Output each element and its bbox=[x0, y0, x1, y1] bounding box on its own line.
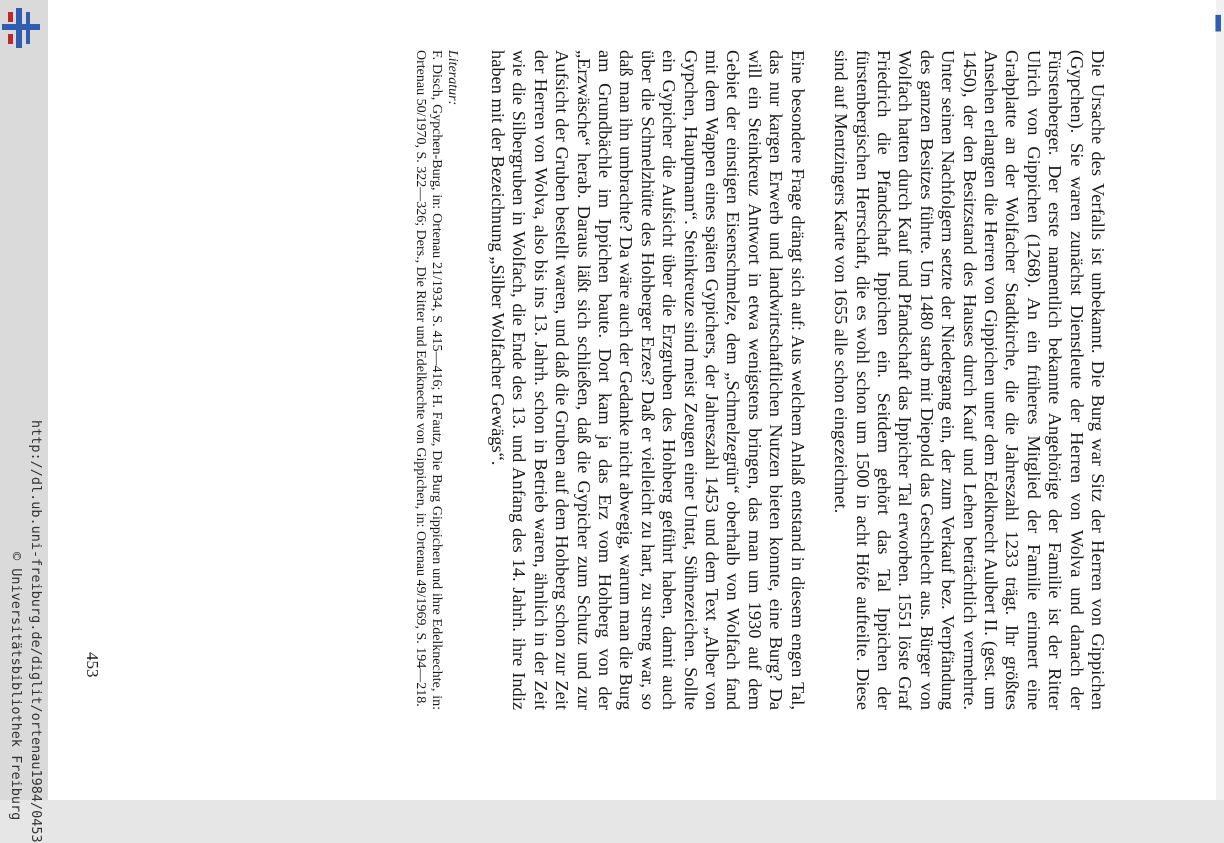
literature-references: F. Disch, Gypchen-Burg, in: Ortenau 21/1934, S. 415—416; H. Fautz, Die Burg Gippichen und ihre Edelknechte, in: Ortenau 50/1970, S. 322—326; Ders., Die Ritter und Edelknechte von Gippichen, in: Ortenau 49/1969, S. 194—218. bbox=[412, 50, 444, 710]
page-edge bbox=[1216, 0, 1224, 800]
literature-heading: Literatur: bbox=[444, 50, 460, 106]
source-url[interactable]: http://dl.ub.uni-freiburg.de/diglit/ortenau1984/0453 bbox=[28, 420, 44, 843]
viewer-left-strip bbox=[0, 0, 48, 843]
page-number: 453 bbox=[83, 652, 102, 678]
paragraph-2: Eine besondere Frage drängt sich auf: Aus welchem Anlaß entstand in diesem engen Tal, das nur kargen Erwerb und landwirtschaftlichen Nutzen bieten konnte, eine Burg? Da will ein Steinkreuz Antwort in etwa wenigstens bringen, das man um 1930 auf dem Gebiet der einstigen Eisenschmelze, dem „Schmelzegrün“ oberhalb von Wolfach fand mit dem Wappen eines späten Gypichers, der Jahreszahl 1453 und dem Text „Alber von Gypchen, Hauptmann“. Steinkreuze sind meist Zeugen einer Untat, Sühnezeichen. Sollte ein Gypicher die Aufsicht über die Erzgruben des Hohberg geführt haben, damit auch über die Schmelzhütte des Hohberger Erzes? Daß er vielleicht zu hart, zu streng war, so daß man ihn umbrachte? Da wäre auch der Gedanke nicht abwegig, warum man die Burg am Grundbächle im Ippichen baute. Dort kam ja das Erz vom Hohberg von der „Erzwäsche“ herab. Daraus läßt sich schließen, daß die Gypicher zum Schutz und zur Aufsicht der Gruben bestellt waren, und daß die Gruben auf dem Hohberg schon zur Zeit der Herren von Wolva, also bis ins 13. Jahrh. schon in Betrieb waren, ähnlich in der Zeit wie die Silbergruben in Wolfach, die Ende des 13. und Anfang des 14. Jahrh. ihre Indiz haben mit der Bezeichnung „Silber Wolfacher Gewägs“. bbox=[488, 50, 808, 710]
corner-marker-icon: ▐ bbox=[1210, 16, 1221, 32]
copyright-notice: © Universitätsbibliothek Freiburg bbox=[8, 552, 24, 821]
source-note bbox=[4, 420, 48, 843]
library-logo-icon bbox=[2, 8, 40, 48]
paragraph-1: Die Ursache des Verfalls ist unbekannt. Die Burg war Sitz der Herren von Gippichen (Gypchen). Sie waren zunächst Dienstleute der Herren von Wolva und danach der Fürstenberger. Der erste namentlich bekannte Angehörige der Familie ist der Ritter Ulrich von Gippichen (1268). An ein früheres Mitglied der Familie erinnert eine Grabplatte an der Wolfacher Stadtkirche, die die Jahreszahl 1233 trägt. Ihr größtes Ansehen erlangten die Herren von Gippichen unter dem Edelknecht Aulbert II. (gest. um 1450), der den Besitzstand des Hauses durch Kauf und Lehen beträchtlich vermehrte. Unter seinen Nachfolgern setzte der Niedergang ein, der zum Verkauf bez. Verpfändung des ganzen Besitzes führte. Um 1480 starb mit Diepold das Geschlecht aus. Bürger von Wolfach hatten durch Kauf und Pfandschaft das Ippicher Tal erworben. 1551 löste Graf Friedrich die Pfandschaft Ippichen ein. Seitdem gehört das Tal Ippichen der fürstenbergischen Herrschaft, die es wohl schon um 1500 in acht Höfe aufteilte. Diese sind auf Mentzingers Karte von 1655 alle schon eingezeichnet. bbox=[831, 50, 1108, 710]
page-text bbox=[248, 50, 1108, 710]
